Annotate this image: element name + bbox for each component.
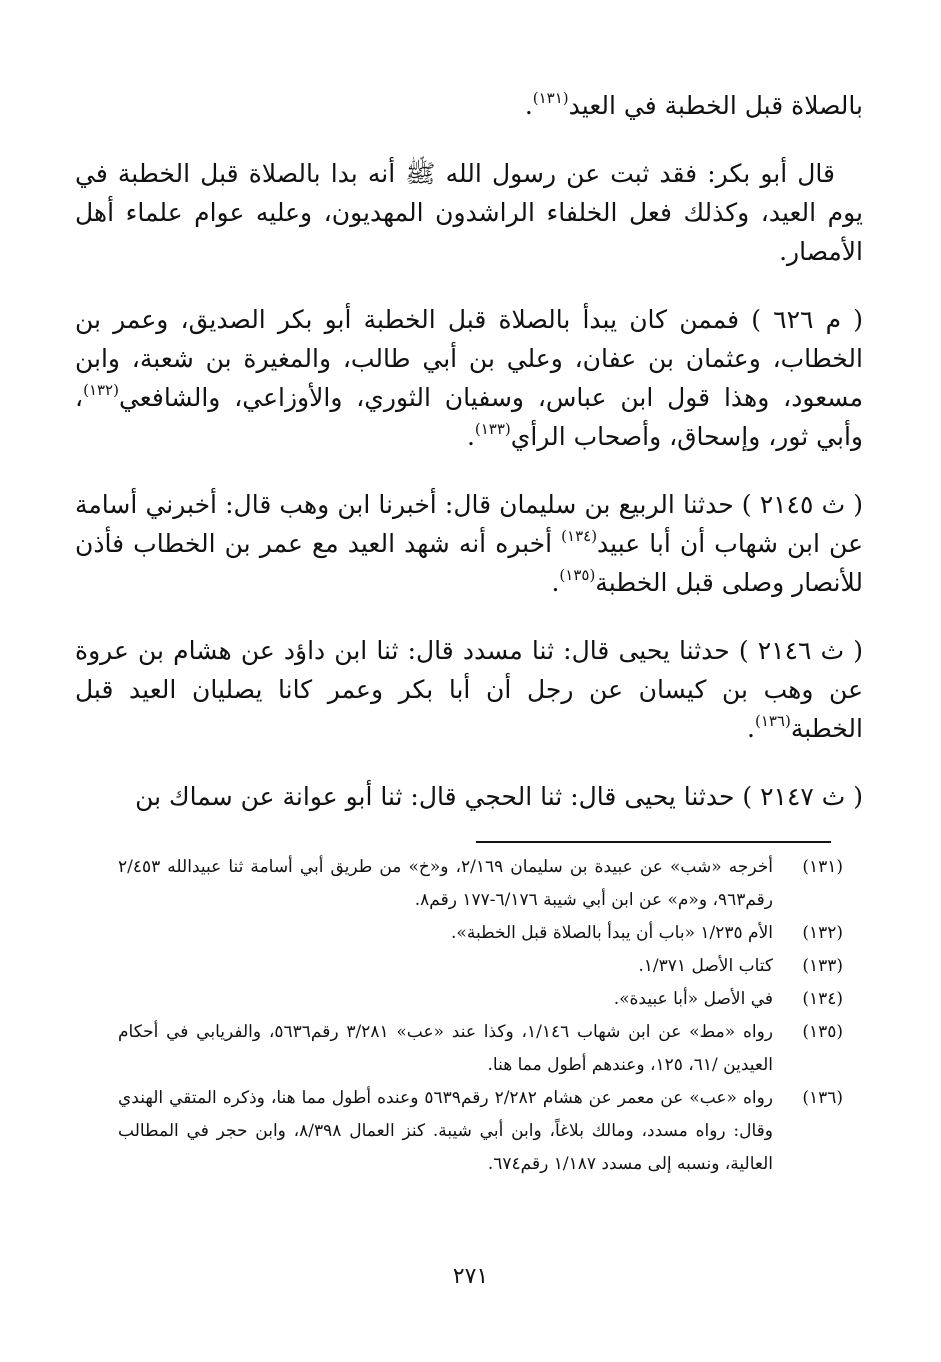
paragraph-6	[75, 777, 863, 816]
paragraph-tail: .	[524, 91, 533, 120]
paragraph-tail: .	[551, 568, 560, 597]
footnote-135	[118, 1016, 843, 1082]
paragraph-5	[75, 631, 863, 748]
footnote-separator	[476, 841, 831, 843]
paragraph-tail: .	[466, 422, 475, 451]
main-text	[75, 86, 863, 845]
footnote-number: (١٣١)	[802, 857, 843, 877]
footnote-133	[118, 950, 843, 983]
footnote-132	[118, 917, 843, 950]
footnote-131	[118, 851, 843, 917]
paragraph-text: ( ث ٢١٤٦ ) حدثنا يحيى قال: ثنا مسدد قال: ثنا ابن داؤد عن هشام بن عروة عن وهب بن كيسان عن رجل أن أبا بكر وعمر كانا يصليان العيد قبل الخطبة	[75, 636, 864, 743]
footnote-ref[interactable]: (١٣٢)	[83, 381, 119, 399]
paragraph-text: ( ث ٢١٤٧ ) حدثنا يحيى قال: ثنا الحجي قال: ثنا أبو عوانة عن سماك بن	[135, 782, 863, 811]
footnote-text: رواه «مط» عن ابن شهاب ١/١٤٦، وكذا عند «عب» ٣/٢٨١ رقم٥٦٣٦، والفريابي في أحكام العيدين /٦١، ١٢٥، وعندهم أطول مما هنا.	[118, 1022, 774, 1075]
paragraph-text: ( ث ٢١٤٥ ) حدثنا الربيع بن سليمان قال: أخبرنا ابن وهب قال: أخبرني أسامة عن ابن شهاب أن أبا عبيد	[75, 490, 863, 558]
footnote-ref[interactable]: (١٣٤)	[561, 527, 598, 545]
paragraph-1	[75, 86, 863, 125]
footnote-number: (١٣٤)	[802, 989, 843, 1009]
paragraph-tail: أخبره أنه شهد العيد مع عمر بن الخطاب فأذن للأنصار وصلى قبل الخطبة	[75, 529, 863, 597]
paragraph-4	[75, 485, 863, 602]
footnote-ref[interactable]: (١٣٥)	[559, 566, 596, 584]
page-number: ٢٧١	[452, 1264, 489, 1289]
footnote-ref[interactable]: (١٣٣)	[474, 420, 511, 438]
footnote-text: أخرجه «شب» عن عبيدة بن سليمان ٢/١٦٩، و«خ» من طريق أبي أسامة ثنا عبيدالله ٢/٤٥٣ رقم٩٦٣، و«م» عن ابن أبي شيبة ٦/١٧٦-١٧٧ رقم٨.	[118, 857, 773, 910]
footnote-text: الأم ١/٢٣٥ «باب أن يبدأ بالصلاة قبل الخطبة».	[451, 923, 773, 943]
footnote-ref[interactable]: (١٣٦)	[754, 712, 791, 730]
footnote-number: (١٣٣)	[802, 956, 843, 976]
paragraph-2	[75, 154, 863, 271]
footnote-ref[interactable]: (١٣١)	[532, 89, 569, 107]
footnote-text: رواه «عب» عن معمر عن هشام ٢/٢٨٢ رقم٥٦٣٩ وعنده أطول مما هنا، وذكره المتقي الهندي وقال: رواه مسدد، ومالك بلاغاً، وابن أبي شيبة. كنز العمال ٨/٣٩٨، وابن حجر في المطالب العالية، ونسبه إلى مسدد ١/١٨٧ رقم٦٧٤.	[118, 1088, 774, 1174]
paragraph-text: بالصلاة قبل الخطبة في العيد	[568, 91, 863, 120]
footnote-number: (١٣٥)	[802, 1022, 843, 1042]
paragraph-tail: .	[747, 714, 755, 743]
footnote-number: (١٣٢)	[802, 923, 843, 943]
footnote-text: في الأصل «أبا عبيدة».	[613, 989, 773, 1009]
paragraph-text: قال أبو بكر: فقد ثبت عن رسول الله ﷺ أنه بدا بالصلاة قبل الخطبة في يوم العيد، وكذلك فعل الخلفاء الراشدون المهديون، وعليه عوام علماء أهل الأمصار.	[75, 159, 863, 266]
paragraph-3	[75, 300, 863, 456]
footnote-134	[118, 983, 843, 1016]
footnote-number: (١٣٦)	[802, 1088, 843, 1108]
footnotes	[118, 851, 843, 1181]
footnote-text: كتاب الأصل ١/٣٧١.	[638, 956, 773, 976]
paragraph-tail: ، وأبي ثور، وإسحاق، وأصحاب الرأي	[75, 383, 863, 451]
paragraph-text: ( م ٦٢٦ ) فممن كان يبدأ بالصلاة قبل الخطبة أبو بكر الصديق، وعمر بن الخطاب، وعثمان بن عفان، وعلي بن أبي طالب، والمغيرة بن شعبة، وابن مسعود، وهذا قول ابن عباس، وسفيان الثوري، والأوزاعي، والشافعي	[75, 305, 863, 412]
footnote-136	[118, 1082, 843, 1181]
